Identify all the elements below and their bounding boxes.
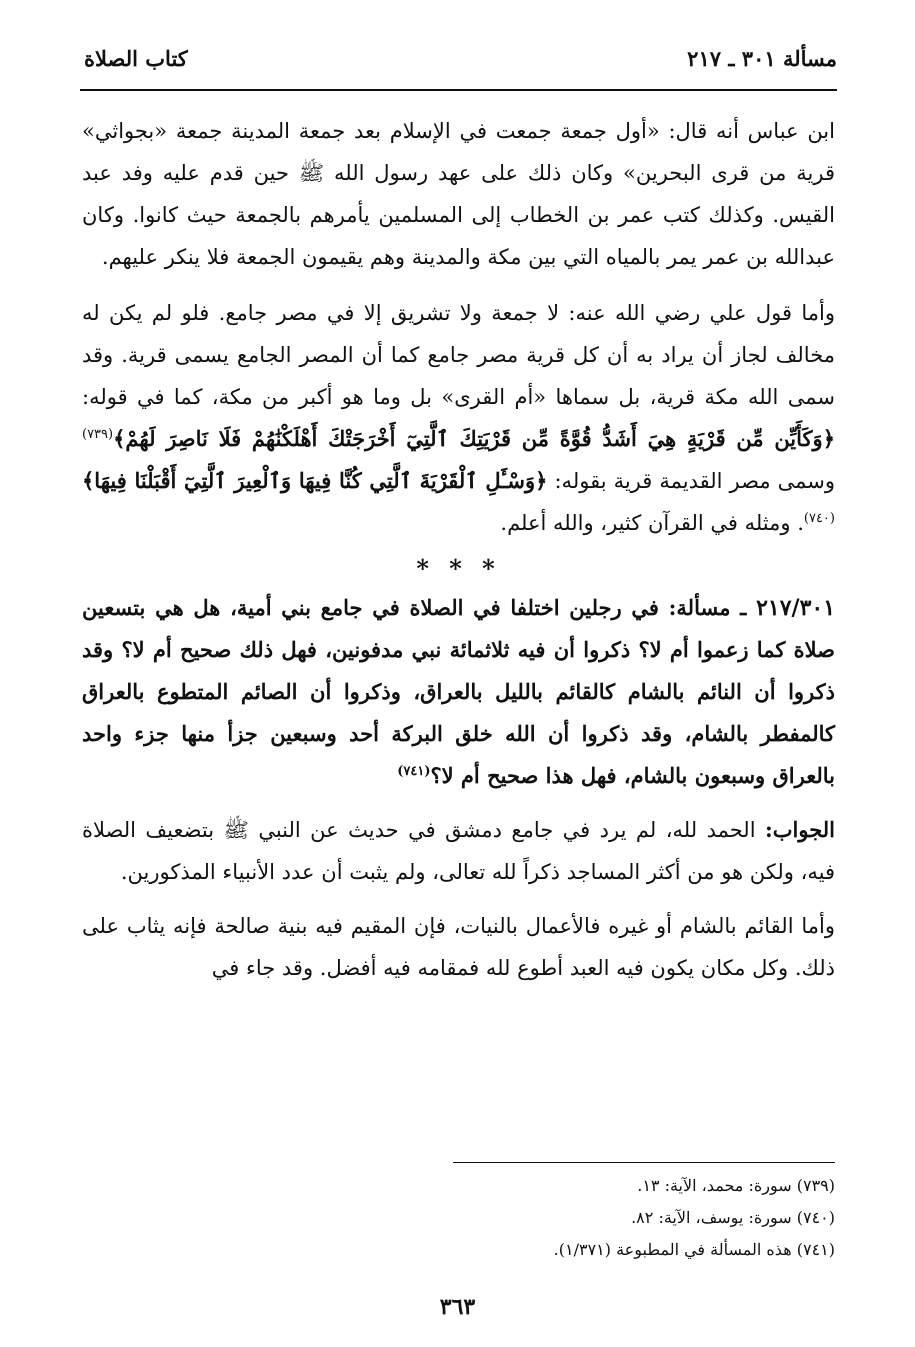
question-text: في رجلين اختلفا في الصلاة في جامع بني أمية، هل هي بتسعين صلاة كما زعموا أم لا؟ ذكروا أن فيه ثلاثمائة نبي مدفونين، فهل ذلك صحيح أم لا؟ وقد ذكروا أن النائم بالشام كالقائم بالليل بالعراق، وذكروا أن الصائم المتطوع بالعراق كالمفطر بالشام، وقد ذكروا أن الله خلق البركة أحد وسبعين جزأ منها جزء واحد بالعراق وسبعون بالشام، فهل هذا صحيح أم لا؟ [82,595,835,788]
footnote-741: (٧٤١) هذه المسألة في المطبوعة (١/٣٧١). [553,1240,835,1259]
footnote-ref-739[interactable]: (٧٣٩) [82,427,114,442]
paragraph-ali-end: . ومثله في القرآن كثير، والله أعلم. [500,511,804,535]
quran-verse-2: ﴿وَسْـَٔلِ ٱلْقَرْيَةَ ٱلَّتِي كُنَّا فِيهَا وَٱلْعِيرَ ٱلَّتِيٓ أَقْبَلْنَا فِيهَا﴾ [82,468,548,493]
footnotes [82,1170,835,1266]
footnote-739: (٧٣٩) سورة: محمد، الآية: ١٣. [637,1176,835,1195]
paragraph-sham: وأما القائم بالشام أو غيره فالأعمال بالنيات، فإن المقيم فيه بنية صالحة فإنه يثاب على ذلك. وكل مكان يكون فيه العبد أطوع لله فمقامه فيه أفضل. وقد جاء في [82,914,835,980]
answer-label: الجواب: [765,817,835,842]
header-divider [80,89,837,91]
footnote-ref-741[interactable]: (٧٤١) [397,764,431,779]
quran-verse-1: ﴿وَكَأَيِّن مِّن قَرْيَةٍ هِيَ أَشَدُّ قُوَّةً مِّن قَرْيَتِكَ ٱلَّتِيٓ أَخْرَجَتْكَ أَهْلَكْنَٰهُمْ فَلَا نَاصِرَ لَهُمْ﴾ [113,426,835,451]
running-header-issue: مسألة ٣٠١ ـ ٢١٧ [687,46,837,71]
question-block [82,587,835,797]
page-body [82,110,835,989]
running-header-chapter: كتاب الصلاة [84,46,188,71]
footnote-divider [453,1162,835,1163]
answer-text: الحمد لله، لم يرد في جامع دمشق في حديث عن النبي ﷺ بتضعيف الصلاة فيه، ولكن هو من أكثر المساجد ذكراً لله تعالى، ولم يثبت أن عدد الأنبياء المذكورين. [82,818,835,884]
question-number: ٢١٧/٣٠١ [756,595,836,621]
paragraph-ali-intro: وأما قول علي رضي الله عنه: لا جمعة ولا تشريق إلا في مصر جامع. فلو لم يكن له مخالف لجاز أن يراد به أن كل قرية مصر جامع كما أن المصر الجامع يسمى قرية. وقد سمى الله مكة قرية، بل سماها «أم القرى» بل وما هو أكبر من مكة، كما في قوله: [82,301,835,409]
answer-paragraph [82,809,835,893]
paragraph-ali-quote [82,292,835,544]
page-number: ٣٦٣ [439,1294,476,1320]
footnote-ref-740[interactable]: (٧٤٠) [803,511,835,526]
paragraph-ali-mid: وسمى مصر القديمة قرية بقوله: [554,469,836,493]
footnote-740: (٧٤٠) سورة: يوسف، الآية: ٨٢. [631,1208,835,1227]
section-separator: * * * [416,554,501,583]
question-label: ـ مسألة: [668,595,747,620]
paragraph-ibn-abbas: ابن عباس أنه قال: «أول جمعة جمعت في الإسلام بعد جمعة المدينة جمعة «بجواثي» قرية من قرى البحرين» وكان ذلك على عهد رسول الله ﷺ حين قدم عليه وفد عبد القيس. وكذلك كتب عمر بن الخطاب إلى المسلمين يأمرهم بالجمعة حيث كانوا. وكان عبدالله بن عمر يمر بالمياه التي بين مكة والمدينة وهم يقيمون الجمعة فلا ينكر عليهم. [82,119,835,269]
